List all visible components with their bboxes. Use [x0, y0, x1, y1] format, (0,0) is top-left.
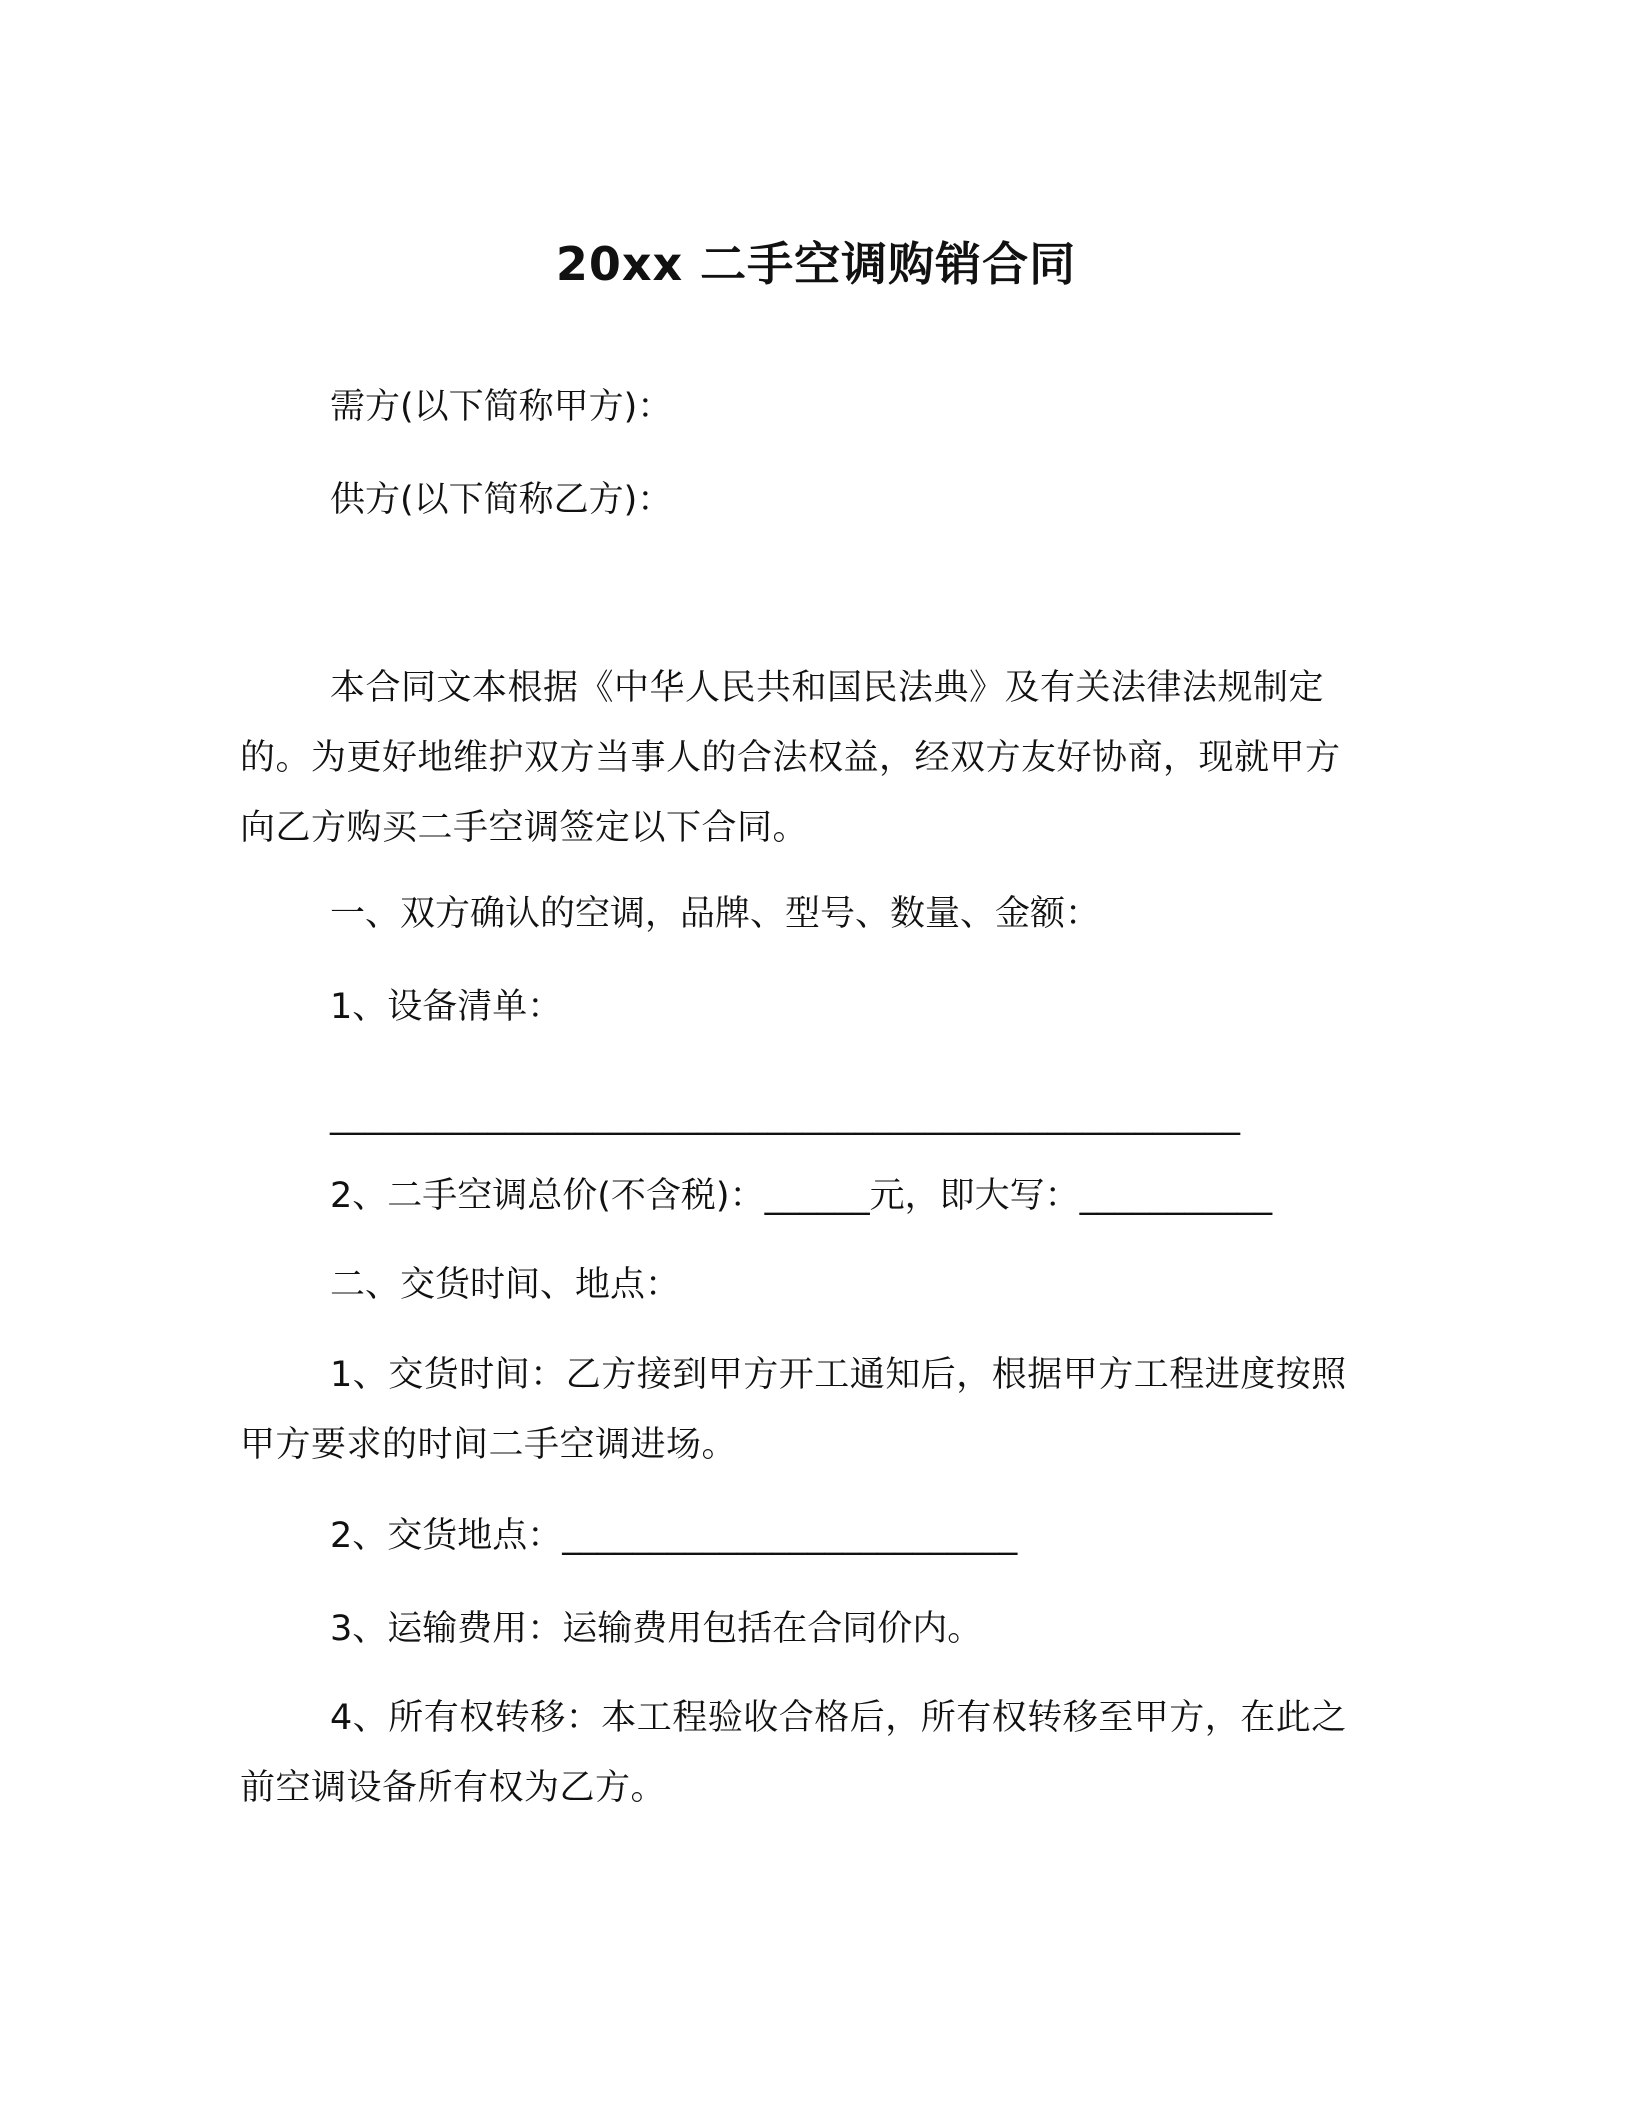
document-title: 20xx 二手空调购销合同: [555, 237, 1077, 291]
section-1-heading: 一、双方确认的空调，品牌、型号、数量、金额：: [330, 894, 1101, 934]
total-price-line: 2、二手空调总价(不含税)：______元，即大写：___________: [330, 1176, 1273, 1216]
equipment-list-label: 1、设备清单：: [330, 987, 563, 1027]
party-a-line: 需方(以下简称甲方)：: [330, 387, 673, 427]
transport-fee-line: 3、运输费用：运输费用包括在合同价内。: [330, 1609, 983, 1649]
delivery-place-line: 2、交货地点：__________________________: [330, 1516, 1018, 1556]
intro-paragraph: 本合同文本根据《中华人民共和国民法典》及有关法律法规制定的。为更好地维护双方当事人的合法权益，经双方友好协商，现就甲方向乙方购买二手空调签定以下合同。: [240, 668, 1341, 848]
delivery-time-paragraph: 1、交货时间：乙方接到甲方开工通知后，根据甲方工程进度按照甲方要求的时间二手空调进场。: [240, 1355, 1347, 1465]
party-b-line: 供方(以下简称乙方)：: [330, 480, 673, 520]
section-2-heading: 二、交货时间、地点：: [330, 1265, 681, 1305]
equipment-list-blank: ____________________________________________________: [330, 1096, 1240, 1136]
ownership-transfer-paragraph: 4、所有权转移：本工程验收合格后，所有权转移至甲方，在此之前空调设备所有权为乙方。: [240, 1698, 1347, 1808]
